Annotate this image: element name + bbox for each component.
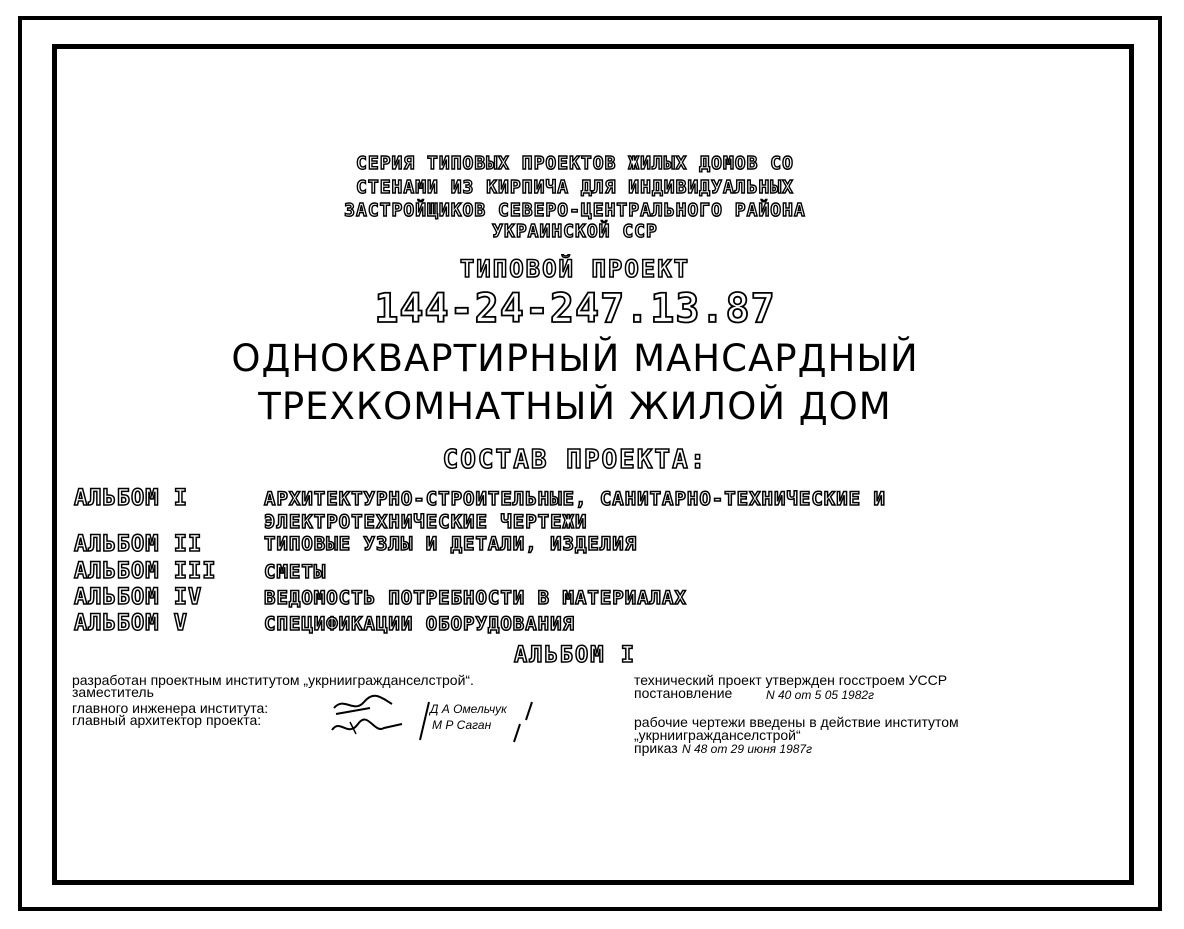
order-number: N 48 от 29 июня 1987г [682,742,813,756]
deputy-label: заместитель [72,684,154,700]
enacted-text: рабочие чертежи введены в действие институтом [634,714,959,730]
album-2-desc: ТИПОВЫЕ УЗЛЫ И ДЕТАЛИ, ИЗДЕЛИЯ [264,533,638,555]
series-line-3: ЗАСТРОЙЩИКОВ СЕВЕРО-ЦЕНТРАЛЬНОГО РАЙОНА [344,200,806,221]
album-1-desc: АРХИТЕКТУРНО-СТРОИТЕЛЬНЫЕ, САНИТАРНО-ТЕХНИЧЕСКИЕ И [264,488,886,510]
institute-name: „укрниигражданселстрой“ [634,727,801,743]
album-2-name: АЛЬБОМ II [74,532,203,557]
resolution-number: N 40 от 5 05 1982г [766,688,874,702]
current-album: АЛЬБОМ I [514,643,636,668]
developed-by: разработан проектным институтом „укрниигражданселстрой“. [72,672,474,688]
album-4-name: АЛЬБОМ IV [74,585,203,610]
approval-text: технический проект утвержден госстроем УССР [634,672,948,688]
signer-name-2: М Р Саган [432,718,492,732]
order-label: приказ [634,740,678,756]
chief-architect-label: главный архитектор проекта: [72,712,262,728]
album-3-name: АЛЬБОМ III [74,559,217,584]
series-line-1: СЕРИЯ ТИПОВЫХ ПРОЕКТОВ ЖИЛЫХ ДОМОВ СО [356,153,794,174]
project-title-line-1: ОДНОКВАРТИРНЫЙ МАНСАРДНЫЙ [231,337,919,380]
bracket-marks [506,700,536,744]
album-1-desc-2: ЭЛЕКТРОТЕХНИЧЕСКИЕ ЧЕРТЕЖИ [264,511,588,533]
series-line-4: УКРАИНСКОЙ ССР [492,221,658,242]
resolution-label: постановление [634,685,733,701]
album-3-desc: СМЕТЫ [264,561,327,583]
album-4-desc: ВЕДОМОСТЬ ПОТРЕБНОСТИ В МАТЕРИАЛАХ [264,587,687,609]
composition-heading: СОСТАВ ПРОЕКТА: [442,445,708,475]
chief-engineer-label: главного инженера института: [72,700,269,716]
signer-name-1: Д А Омельчук [430,702,507,716]
album-1-name: АЛЬБОМ I [74,486,188,511]
series-line-2: СТЕНАМИ ИЗ КИРПИЧА ДЛЯ ИНДИВИДУАЛЬНЫХ [356,177,794,198]
album-5-desc: СПЕЦИФИКАЦИИ ОБОРУДОВАНИЯ [264,613,575,635]
project-number: 144-24-247.13.87 [374,286,776,332]
slash-mark [418,700,430,742]
album-5-name: АЛЬБОМ V [74,611,188,636]
project-title-line-2: ТРЕХКОМНАТНЫЙ ЖИЛОЙ ДОМ [258,385,892,428]
signatures [330,694,410,740]
project-kind: ТИПОВОЙ ПРОЕКТ [459,255,691,283]
